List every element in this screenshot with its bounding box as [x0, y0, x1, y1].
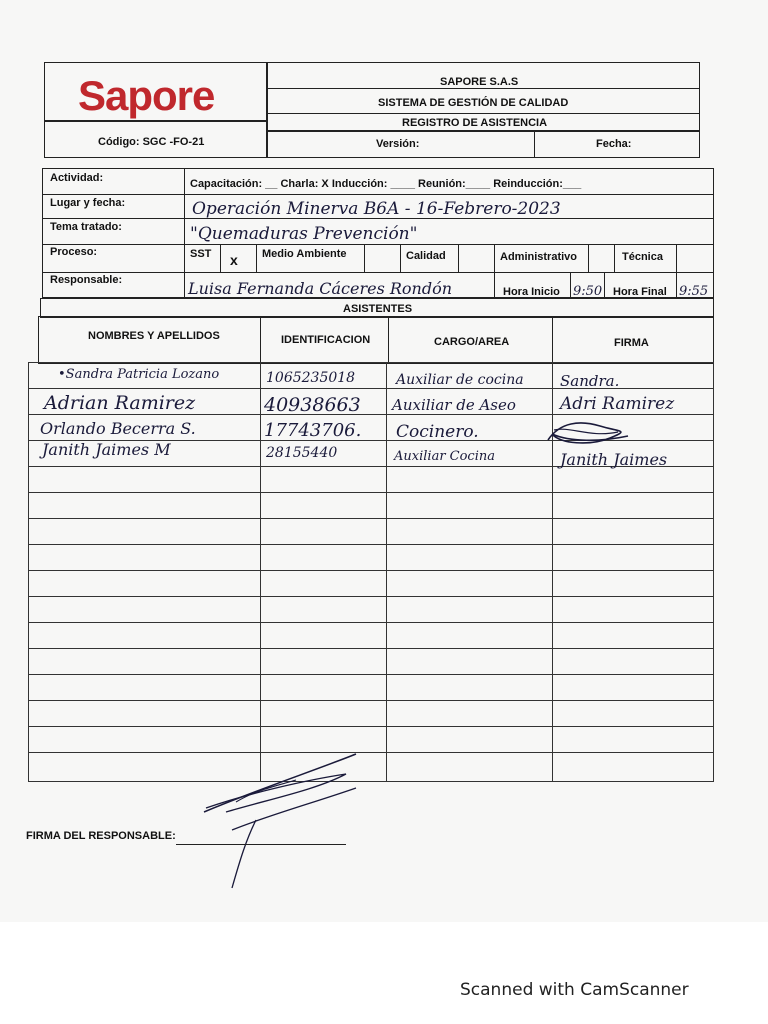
end-time-value: 9:55: [679, 284, 709, 299]
topic-value: "Quemaduras Prevención": [190, 224, 418, 244]
scan-footer-area: [0, 922, 768, 1024]
attendee-2-role: Auxiliar de Aseo: [392, 396, 516, 414]
attendee-1-id: 1065235018: [266, 370, 356, 386]
attendee-3-id: 17743706.: [264, 420, 362, 441]
responsible-value: Luisa Fernanda Cáceres Rondón: [188, 279, 453, 298]
process-label: Proceso:: [50, 246, 98, 258]
attendee-3-signature: [540, 412, 640, 452]
start-time-value: 9:50: [573, 284, 603, 299]
attendee-3-name: Orlando Becerra S.: [40, 419, 196, 438]
responsible-signature: [196, 750, 376, 890]
attendee-3-role: Cocinero.: [396, 422, 479, 442]
process-sst-mark: x: [230, 252, 238, 268]
version-label: Versión:: [376, 138, 420, 150]
process-environment: Medio Ambiente: [262, 248, 347, 260]
date-label: Fecha:: [596, 138, 632, 150]
system-name: SISTEMA DE GESTIÓN DE CALIDAD: [378, 97, 569, 109]
activity-label: Actividad:: [50, 172, 104, 184]
form-code: Código: SGC -FO-21: [98, 136, 205, 148]
column-id: IDENTIFICACION: [281, 334, 371, 346]
place-value: Operación Minerva B6A - 16-Febrero-2023: [192, 199, 561, 219]
attendee-1-name: •Sandra Patricia Lozano: [58, 367, 220, 382]
end-time-label: Hora Final: [613, 286, 667, 298]
process-quality: Calidad: [406, 250, 446, 262]
attendee-1-signature: Sandra.: [560, 372, 620, 390]
sapore-logo: Sapore: [78, 72, 215, 119]
company-name: SAPORE S.A.S: [440, 76, 519, 88]
start-time-label: Hora Inicio: [503, 286, 560, 298]
attendee-4-id: 28155440: [266, 445, 338, 461]
attendee-4-role: Auxiliar Cocina: [394, 449, 495, 464]
column-signature: FIRMA: [614, 337, 649, 349]
process-administrative: Administrativo: [500, 251, 578, 263]
attendee-2-signature: Adri Ramirez: [560, 394, 675, 414]
camscanner-watermark: Scanned with CamScanner: [460, 980, 689, 1000]
attendee-1-role: Auxiliar de cocina: [396, 372, 524, 388]
column-names: NOMBRES Y APELLIDOS: [88, 330, 220, 342]
attendee-2-name: Adrian Ramirez: [44, 392, 196, 414]
attendee-4-name: Janith Jaimes M: [42, 440, 171, 459]
responsible-signature-label: FIRMA DEL RESPONSABLE:: [26, 830, 176, 842]
responsible-label: Responsable:: [50, 274, 123, 286]
activity-options: Capacitación: __ Charla: X Inducción: ____ Reunión:____ Reinducción:___: [190, 178, 582, 190]
document-title: REGISTRO DE ASISTENCIA: [402, 117, 548, 129]
process-sst: SST: [190, 248, 212, 260]
signature-line: [176, 844, 346, 845]
topic-label: Tema tratado:: [50, 221, 122, 233]
column-role: CARGO/AREA: [434, 336, 510, 348]
attendee-2-id: 40938663: [264, 394, 361, 416]
attendees-title: ASISTENTES: [343, 303, 413, 315]
process-technical: Técnica: [622, 251, 663, 263]
place-label: Lugar y fecha:: [50, 197, 126, 209]
attendee-4-signature: Janith Jaimes: [560, 450, 668, 469]
